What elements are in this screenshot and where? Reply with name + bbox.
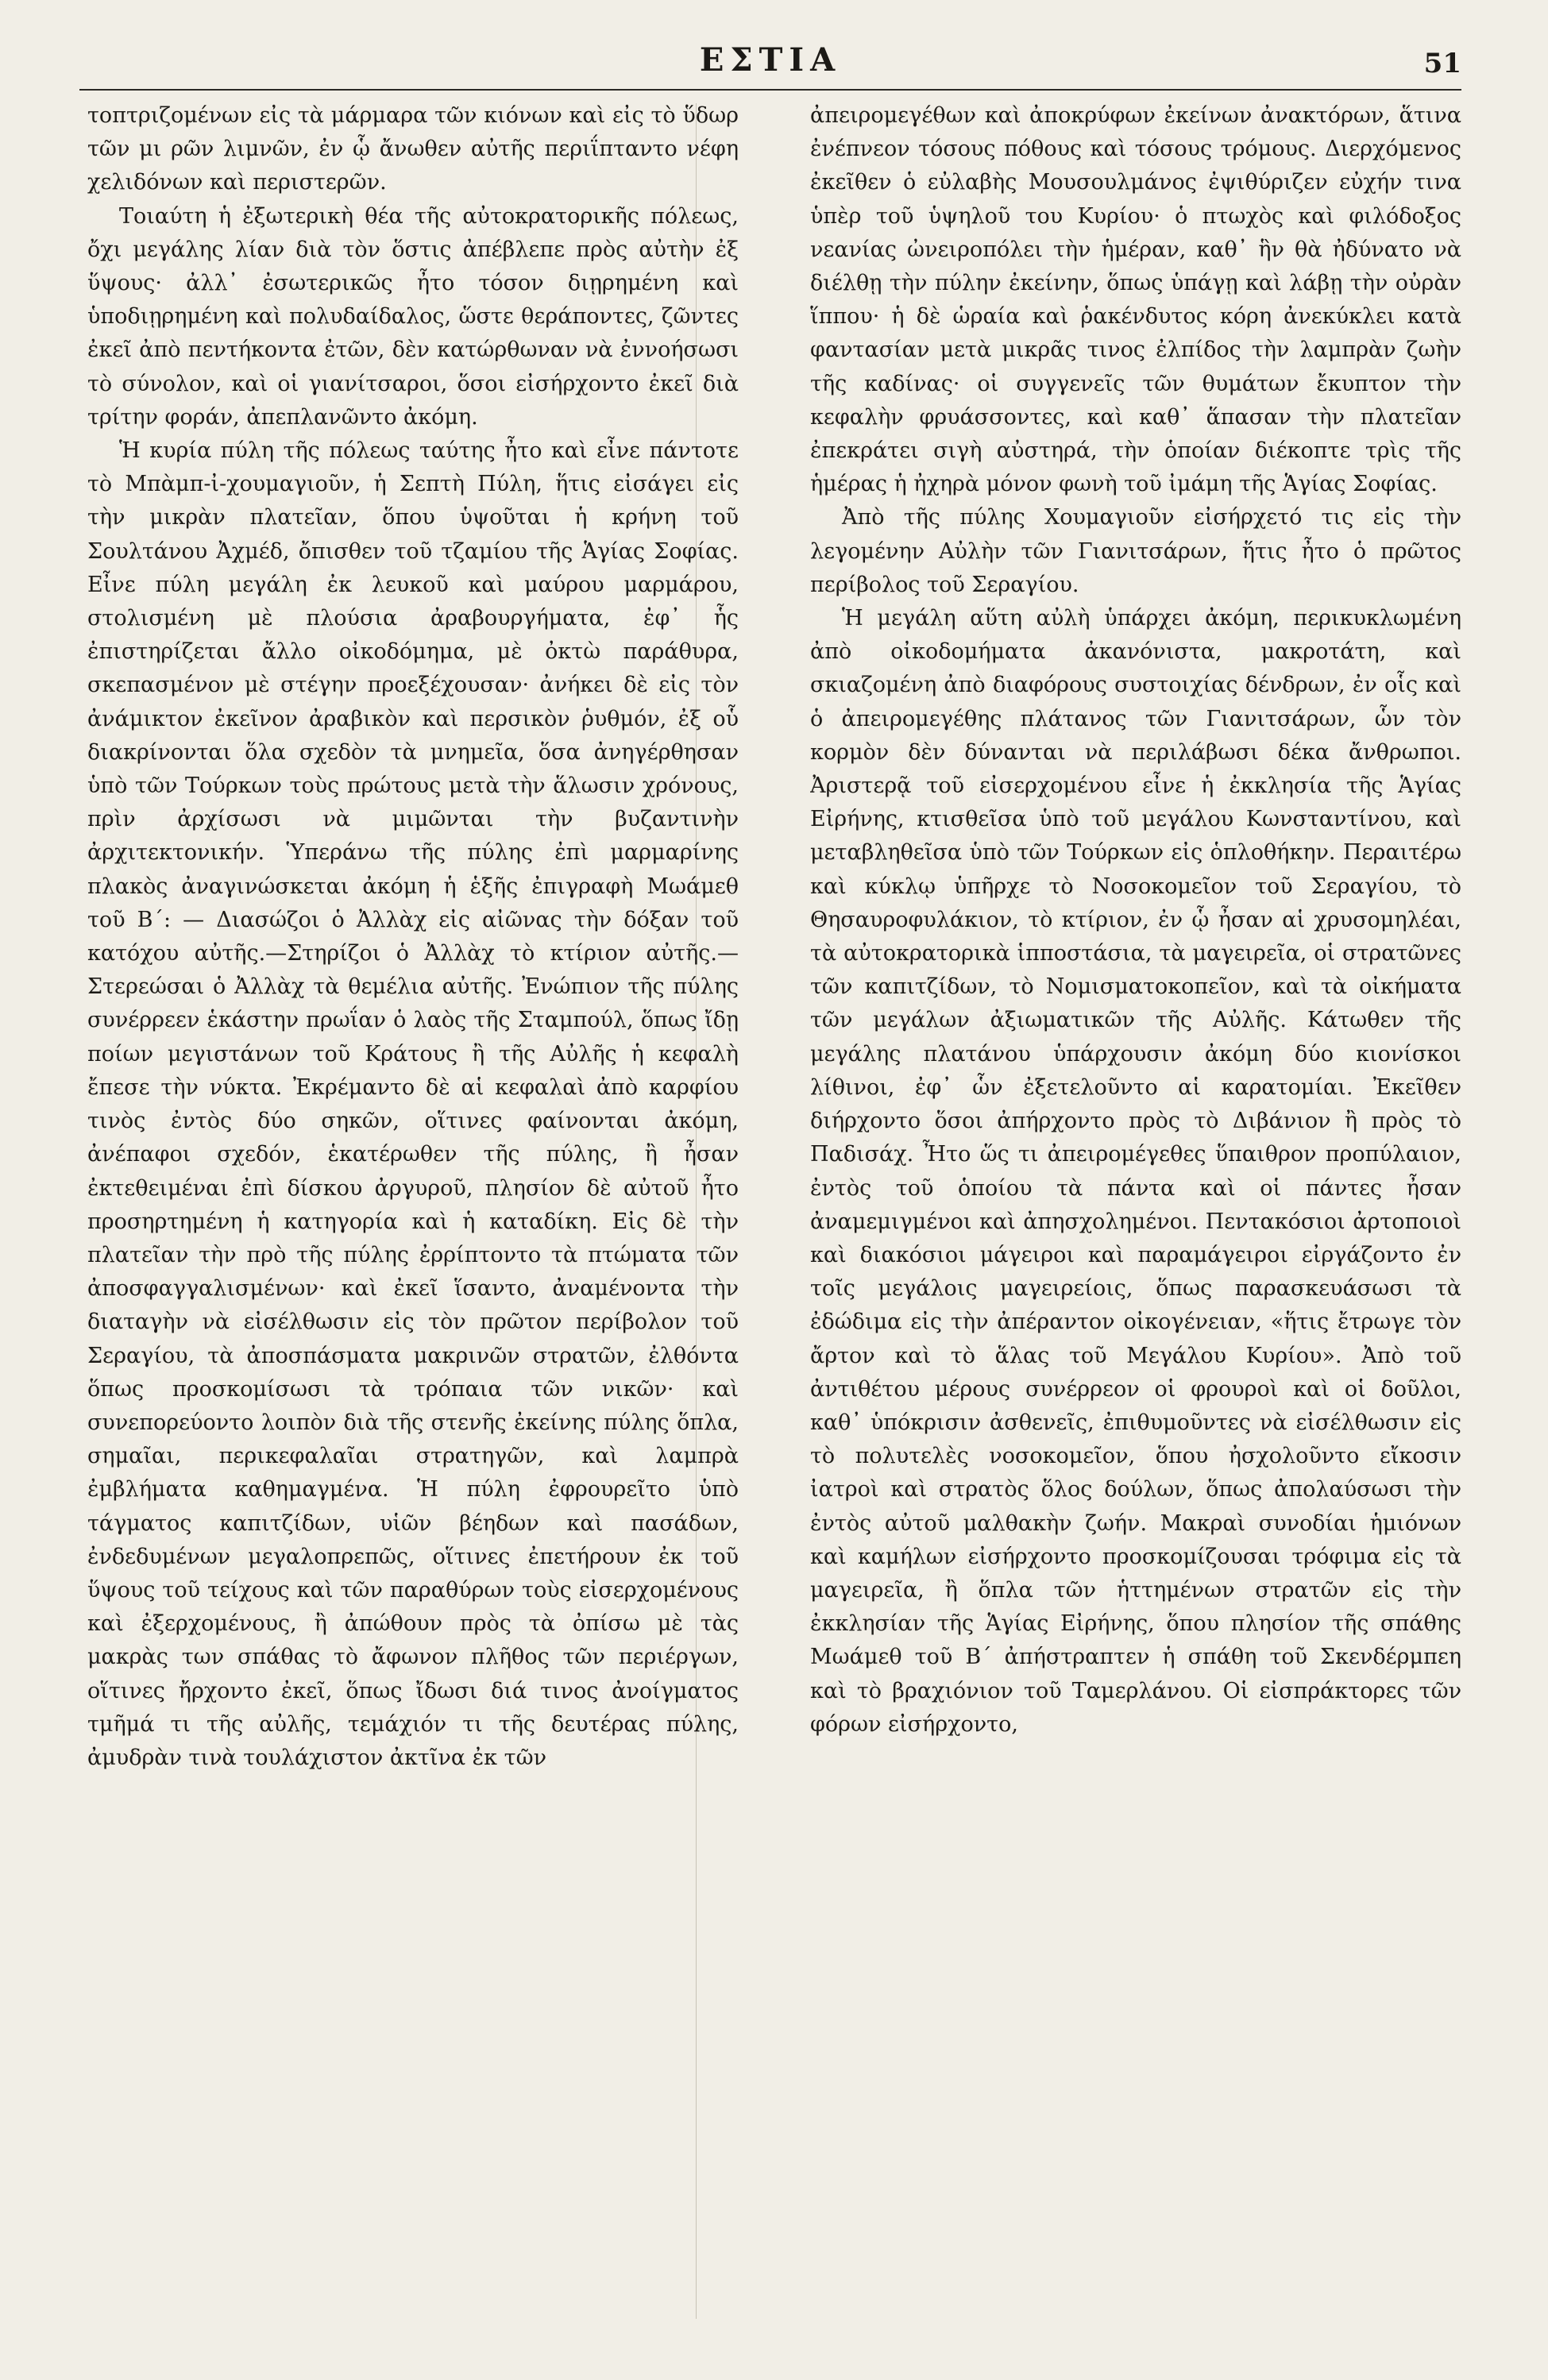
page-number: 51 (1423, 48, 1461, 79)
header-rule (79, 89, 1461, 91)
paragraph: Ἡ μεγάλη αὕτη αὐλὴ ὑπάρχει ἀκόμη, περικυκλωμένη ἀπὸ οἰκοδομήματα ἀκανόνιστα, μακροτάτη, καὶ σκιαζομένη ἀπὸ διαφόρους συστοιχίας δένδρων, ἐν οἷς καὶ ὁ ἀπειρομεγέθης πλάτανος τῶν Γιανιτσάρων, ὧν τὸν κορμὸν δὲν δύνανται νὰ περιλάβωσι δέκα ἄνθρωποι. Ἀριστερᾷ τοῦ εἰσερχομένου εἶνε ἡ ἐκκλησία τῆς Ἁγίας Εἰρήνης, κτισθεῖσα ὑπὸ τοῦ μεγάλου Κωνσταντίνου, καὶ μεταβληθεῖσα ὑπὸ τῶν Τούρκων εἰς ὁπλοθήκην. Περαιτέρω καὶ κύκλῳ ὑπῆρχε τὸ Νοσοκομεῖον τοῦ Σεραγίου, τὸ Θησαυροφυλάκιον, τὸ κτίριον, ἐν ᾧ ἦσαν αἱ χρυσομηλέαι, τὰ αὐτοκρατορικὰ ἱπποστάσια, τὰ μαγειρεῖα, οἱ στρατῶνες τῶν καπιτζίδων, τὸ Νομισματοκοπεῖον, καὶ τὰ οἰκήματα τῶν μεγάλων ἀξιωματικῶν τῆς Αὐλῆς. Κάτωθεν τῆς μεγάλης πλατάνου ὑπάρχουσιν ἀκόμη δύο κιονίσκοι λίθινοι, ἐφ᾽ ὧν ἐξετελοῦντο αἱ καρατομίαι. Ἐκεῖθεν διήρχοντο ὅσοι ἀπήρχοντο πρὸς τὸ Διβάνιον ἢ πρὸς τὸ Παδισάχ. Ἦτο ὥς τι ἀπειρομέγεθες ὕπαιθρον προπύλαιον, ἐντὸς τοῦ ὁποίου τὰ πάντα καὶ οἱ πάντες ἦσαν ἀναμεμιγμένοι καὶ ἀπησχολημένοι. Πεντακόσιοι ἀρτοποιοὶ καὶ διακόσιοι μάγειροι καὶ παραμάγειροι εἰργάζοντο ἐν τοῖς μεγάλοις μαγειρείοις, ὅπως παρασκευάσωσι τὰ ἐδώδιμα εἰς τὴν ἀπέραντον οἰκογένειαν, «ἥτις ἔτρωγε τὸν ἄρτον καὶ τὸ ἅλας τοῦ Μεγάλου Κυρίου». Ἀπὸ τοῦ ἀντιθέτου μέρους συνέρρεον οἱ φρουροὶ καὶ οἱ δοῦλοι, καθ᾽ ὑπόκρισιν ἀσθενεῖς, ἐπιθυμοῦντες νὰ εἰσέλθωσιν εἰς τὸ πολυτελὲς νοσοκομεῖον, ὅπου ἠσχολοῦντο εἴκοσιν ἰατροὶ καὶ στρατὸς ὅλος δούλων, ὅπως ἀπολαύσωσι τὴν ἐντὸς αὐτοῦ μαλθακὴν ζωήν. Μακραὶ συνοδίαι ἡμιόνων καὶ καμήλων εἰσήρχοντο προσκομίζουσαι τρόφιμα εἰς τὰ μαγειρεῖα, ἢ ὅπλα τῶν ἡττημένων στρατῶν εἰς τὴν ἐκκλησίαν τῆς Ἁγίας Εἰρήνης, ὅπου πλησίον τῆς σπάθης Μωάμεθ τοῦ Β΄ ἀπήστραπτεν ἡ σπάθη τοῦ Σκενδέρμπεη καὶ τὸ βραχιόνιον τοῦ Ταμερλάνου. Οἱ εἰσπράκτορες τῶν φόρων εἰσήρχοντο, (810, 606, 1461, 1737)
left-column (87, 99, 739, 2347)
paragraph: Τοιαύτη ἡ ἐξωτερικὴ θέα τῆς αὐτοκρατορικῆς πόλεως, ὄχι μεγάλης λίαν διὰ τὸν ὅστις ἀπέβλεπε πρὸς αὐτὴν ἐξ ὕψους· ἀλλ᾽ ἐσωτερικῶς ἦτο τόσον διῃρημένη καὶ ὑποδιῃρημένη καὶ πολυδαίδαλος, ὥστε θεράποντες, ζῶντες ἐκεῖ ἀπὸ πεντήκοντα ἐτῶν, δὲν κατώρθωναν νὰ ἐννοήσωσι τὸ σύνολον, καὶ οἱ γιανίτσαροι, ὅσοι εἰσήρχοντο ἐκεῖ διὰ τρίτην φοράν, ἀπεπλανῶντο ἀκόμη. (87, 203, 739, 430)
page-header (79, 32, 1461, 87)
paragraph: τοπτριζομένων εἰς τὰ μάρμαρα τῶν κιόνων καὶ εἰς τὸ ὕδωρ τῶν μι ρῶν λιμνῶν, ἐν ᾧ ἄνωθεν αὐτῆς περιΐπταντο νέφη χελιδόνων καὶ περιστερῶν. (87, 103, 739, 195)
right-column (810, 99, 1461, 2347)
paragraph: Ἡ κυρία πύλη τῆς πόλεως ταύτης ἦτο καὶ εἶνε πάντοτε τὸ Μπὰμπ-ἰ-χουμαγιοῦν, ἡ Σεπτὴ Πύλη, ἥτις εἰσάγει εἰς τὴν μικρὰν πλατεῖαν, ὅπου ὑψοῦται ἡ κρήνη τοῦ Σουλτάνου Ἀχμέδ, ὄπισθεν τοῦ τζαμίου τῆς Ἁγίας Σοφίας. Εἶνε πύλη μεγάλη ἐκ λευκοῦ καὶ μαύρου μαρμάρου, στολισμένη μὲ πλούσια ἀραβουργήματα, ἐφ᾽ ἧς ἐπιστηρίζεται ἄλλο οἰκοδόμημα, μὲ ὀκτὼ παράθυρα, σκεπασμένον μὲ στέγην προεξέχουσαν· ἀνήκει δὲ εἰς τὸν ἀνάμικτον ἐκεῖνον ἀραβικὸν καὶ περσικὸν ῥυθμόν, ἐξ οὗ διακρίνονται ὅλα σχεδὸν τὰ μνημεῖα, ὅσα ἀνηγέρθησαν ὑπὸ τῶν Τούρκων τοὺς πρώτους μετὰ τὴν ἅλωσιν χρόνους, πρὶν ἀρχίσωσι νὰ μιμῶνται τὴν βυζαντινὴν ἀρχιτεκτονικήν. Ὑπεράνω τῆς πύλης ἐπὶ μαρμαρίνης πλακὸς ἀναγινώσκεται ἀκόμη ἡ ἑξῆς ἐπιγραφὴ Μωάμεθ τοῦ Β΄: — Διασώζοι ὁ Ἀλλὰχ εἰς αἰῶνας τὴν δόξαν τοῦ κατόχου αὐτῆς.—Στηρίζοι ὁ Ἀλλὰχ τὸ κτίριον αὐτῆς.—Στερεώσαι ὁ Ἀλλὰχ τὰ θεμέλια αὐτῆς. Ἐνώπιον τῆς πύλης συνέρρεεν ἑκάστην πρωΐαν ὁ λαὸς τῆς Σταμπούλ, ὅπως ἴδῃ ποίων μεγιστάνων τοῦ Κράτους ἢ τῆς Αὐλῆς ἡ κεφαλὴ ἔπεσε τὴν νύκτα. Ἐκρέμαντο δὲ αἱ κεφαλαὶ ἀπὸ καρφίου τινὸς ἐντὸς δύο σηκῶν, οἵτινες φαίνονται ἀκόμη, ἀνέπαφοι σχεδόν, ἑκατέρωθεν τῆς πύλης, ἢ ἦσαν ἐκτεθειμέναι ἐπὶ δίσκου ἀργυροῦ, πλησίον δὲ αὐτοῦ ἦτο προσηρτημένη ἡ κατηγορία καὶ ἡ καταδίκη. Εἰς δὲ τὴν πλατεῖαν τὴν πρὸ τῆς πύλης ἐρρίπτοντο τὰ πτώματα τῶν ἀποσφαγγαλισμένων· καὶ ἐκεῖ ἵσαντο, ἀναμένοντα τὴν διαταγὴν νὰ εἰσέλθωσιν εἰς τὸν πρῶτον περίβολον τοῦ Σεραγίου, τὰ ἀποσπάσματα μακρινῶν στρατῶν, ἐλθόντα ὅπως προσκομίσωσι τὰ τρόπαια τῶν νικῶν· καὶ συνεπορεύοντο λοιπὸν διὰ τῆς στενῆς ἐκείνης πύλης ὅπλα, σημαῖαι, περικεφαλαῖαι στρατηγῶν, καὶ λαμπρὰ ἐμβλήματα καθημαγμένα. Ἡ πύλη ἐφρουρεῖτο ὑπὸ τάγματος καπιτζίδων, υἱῶν βέηδων καὶ πασάδων, ἐνδεδυμένων μεγαλοπρεπῶς, οἵτινες ἐπετήρουν ἐκ τοῦ ὕψους τοῦ τείχους καὶ τῶν παραθύρων τοὺς εἰσερχομένους καὶ ἐξερχομένους, ἢ ἀπώθουν πρὸς τὰ ὀπίσω μὲ τὰς μακρὰς των σπάθας τὸ ἄφωνον πλῆθος τῶν περιέργων, οἵτινες ἤρχοντο ἐκεῖ, ὅπως ἴδωσι διά τινος ἀνοίγματος τμῆμά τι τῆς αὐλῆς, τεμάχιόν τι τῆς δευτέρας πύλης, ἀμυδρὰν τινὰ τουλάχιστον ἀκτῖνα ἐκ τῶν (87, 438, 739, 1770)
paragraph: ἀπειρομεγέθων καὶ ἀποκρύφων ἐκείνων ἀνακτόρων, ἅτινα ἐνέπνεον τόσους πόθους καὶ τόσους τρόμους. Διερχόμενος ἐκεῖθεν ὁ εὐλαβὴς Μουσουλμάνος ἐψιθύριζεν εὐχήν τινα ὑπὲρ τοῦ ὑψηλοῦ του Κυρίου· ὁ πτωχὸς καὶ φιλόδοξος νεανίας ὠνειροπόλει τὴν ἡμέραν, καθ᾽ ἣν θὰ ἠδύνατο νὰ διέλθῃ τὴν πύλην ἐκείνην, ὅπως ὑπάγῃ καὶ λάβῃ τὴν οὐρὰν ἵππου· ἡ δὲ ὡραία καὶ ῥακένδυτος κόρη ἀνεκύκλει κατὰ φαντασίαν μετὰ μικρᾶς τινος ἐλπίδος τὴν λαμπρὰν ζωὴν τῆς καδίνας· οἱ συγγενεῖς τῶν θυμάτων ἔκυπτον τὴν κεφαλὴν φρυάσσοντες, καὶ καθ᾽ ἅπασαν τὴν πλατεῖαν ἐπεκράτει σιγὴ αὐστηρά, τὴν ὁποίαν διέκοπτε τρὶς τῆς ἡμέρας ἡ ἠχηρὰ μόνον φωνὴ τοῦ ἰμάμη τῆς Ἁγίας Σοφίας. (810, 103, 1461, 497)
running-title: ΕΣΤΙΑ (699, 41, 842, 79)
text-columns (87, 99, 1461, 2347)
paragraph: Ἀπὸ τῆς πύλης Χουμαγιοῦν εἰσήρχετό τις εἰς τὴν λεγομένην Αὐλὴν τῶν Γιανιτσάρων, ἥτις ἦτο ὁ πρῶτος περίβολος τοῦ Σεραγίου. (810, 505, 1461, 597)
